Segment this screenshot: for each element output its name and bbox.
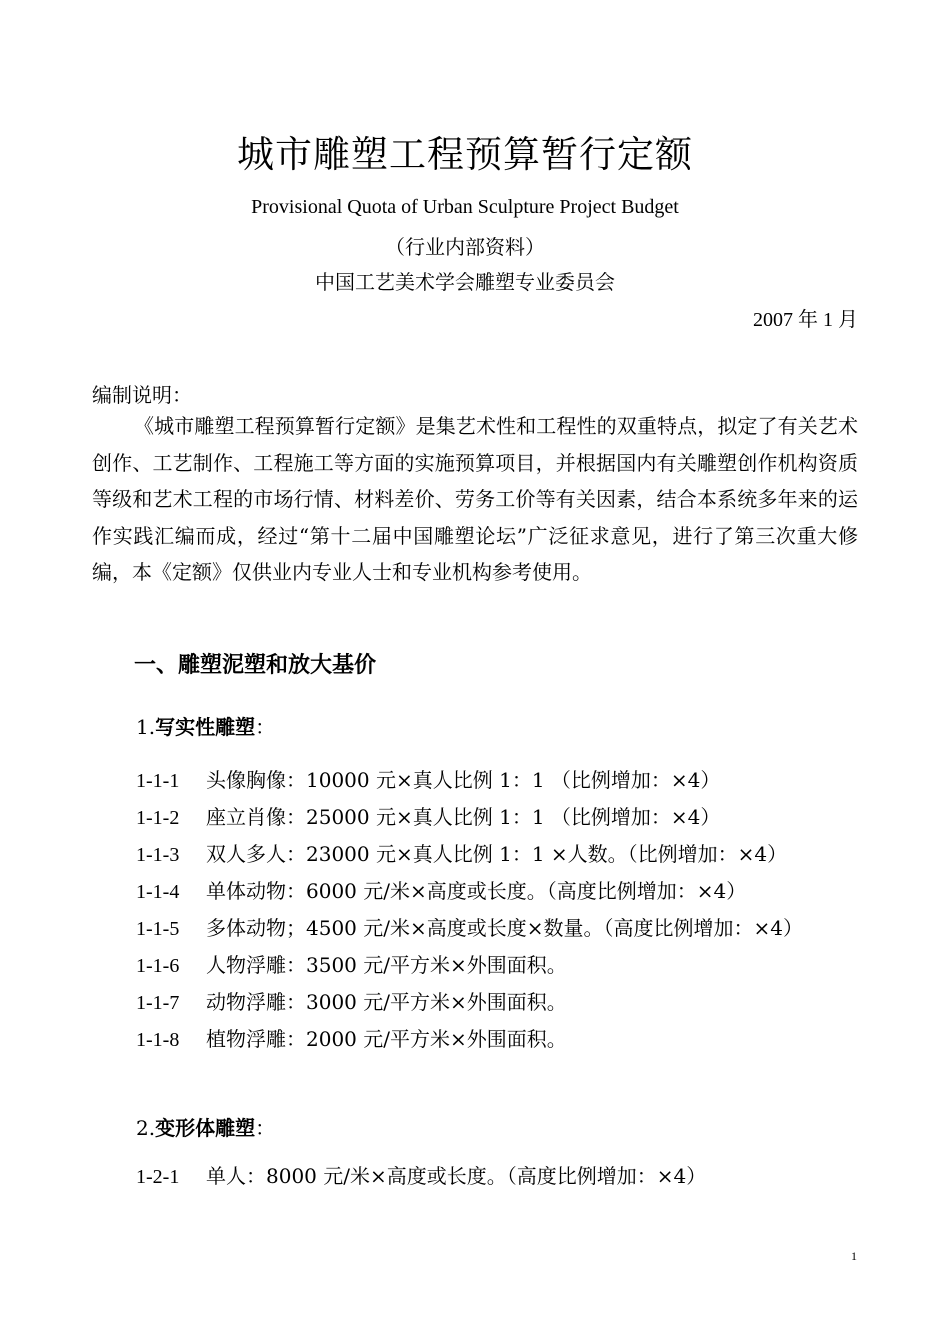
item-text: 单人：8000 元/米×高度或长度。（高度比例增加：×4） [206,1164,707,1188]
item-code: 1-1-2 [136,807,180,829]
item-text: 座立肖像：25000 元×真人比例 1：1 （比例增加：×4） [206,805,721,829]
item-code: 1-1-3 [136,844,180,866]
english-subtitle: Provisional Quota of Urban Sculpture Project Budget [251,196,679,218]
document-title: 城市雕塑工程预算暂行定额 [237,133,693,176]
intro-paragraph: 《城市雕塑工程预算暂行定额》是集艺术性和工程性的双重特点，拟定了有关艺术创作、工艺制作、工程施工等方面的实施预算项目，并根据国内有关雕塑创作机构资质等级和艺术工程的市场行情、材料差价、劳务工价等有关因素，结合本系统多年来的运作实践汇编而成，经过“第十二届中国雕塑论坛”广泛征求意见，进行了第三次重大修编，本《定额》仅供业内专业人士和专业机构参考使用。 [92,414,858,584]
item-code: 1-1-8 [136,1029,180,1051]
item-code: 1-1-7 [136,992,180,1014]
subsection-title: 写实性雕塑 [155,715,256,739]
list-item [136,838,787,867]
document-date: 2007 年 1 月 [753,309,858,331]
page-number: 1 [851,1249,857,1263]
item-text: 动物浮雕：3000 元/平方米×外围面积。 [206,990,567,1014]
list-item [136,1023,567,1052]
list-item [136,764,720,793]
item-text: 植物浮雕：2000 元/平方米×外围面积。 [206,1027,567,1051]
item-code: 1-1-4 [136,881,180,903]
item-text: 头像胸像：10000 元×真人比例 1：1 （比例增加：×4） [206,768,721,792]
item-code: 1-1-5 [136,918,180,940]
subsection-title: 变形体雕塑 [155,1116,256,1140]
item-code: 1-2-1 [136,1166,180,1188]
item-text: 人物浮雕：3500 元/平方米×外围面积。 [206,953,567,977]
list-item [136,912,803,941]
subsection-colon: ： [255,715,276,739]
subsection-number: 2. [136,1116,156,1140]
subtitle-note: （行业内部资料） [385,235,545,259]
list-item [136,986,567,1015]
item-text: 单体动物：6000 元/米×高度或长度。（高度比例增加：×4） [206,879,747,903]
section-heading: 一、雕塑泥塑和放大基价 [134,652,377,678]
list-item [136,949,567,978]
subsection-colon: ： [255,1116,276,1140]
item-code: 1-1-6 [136,955,180,977]
organization-name: 中国工艺美术学会雕塑专业委员会 [315,270,615,294]
item-text: 多体动物；4500 元/米×高度或长度×数量。（高度比例增加：×4） [206,916,803,940]
list-item [136,1160,706,1189]
intro-label: 编制说明： [92,383,192,407]
item-text: 双人多人：23000 元×真人比例 1：1 ×人数。（比例增加：×4） [206,842,788,866]
item-code: 1-1-1 [136,770,180,792]
list-item [136,875,746,904]
list-item [136,801,720,830]
subsection-heading-deformed [136,1112,275,1141]
subsection-number: 1. [136,715,156,739]
subsection-heading-realistic [136,711,275,740]
